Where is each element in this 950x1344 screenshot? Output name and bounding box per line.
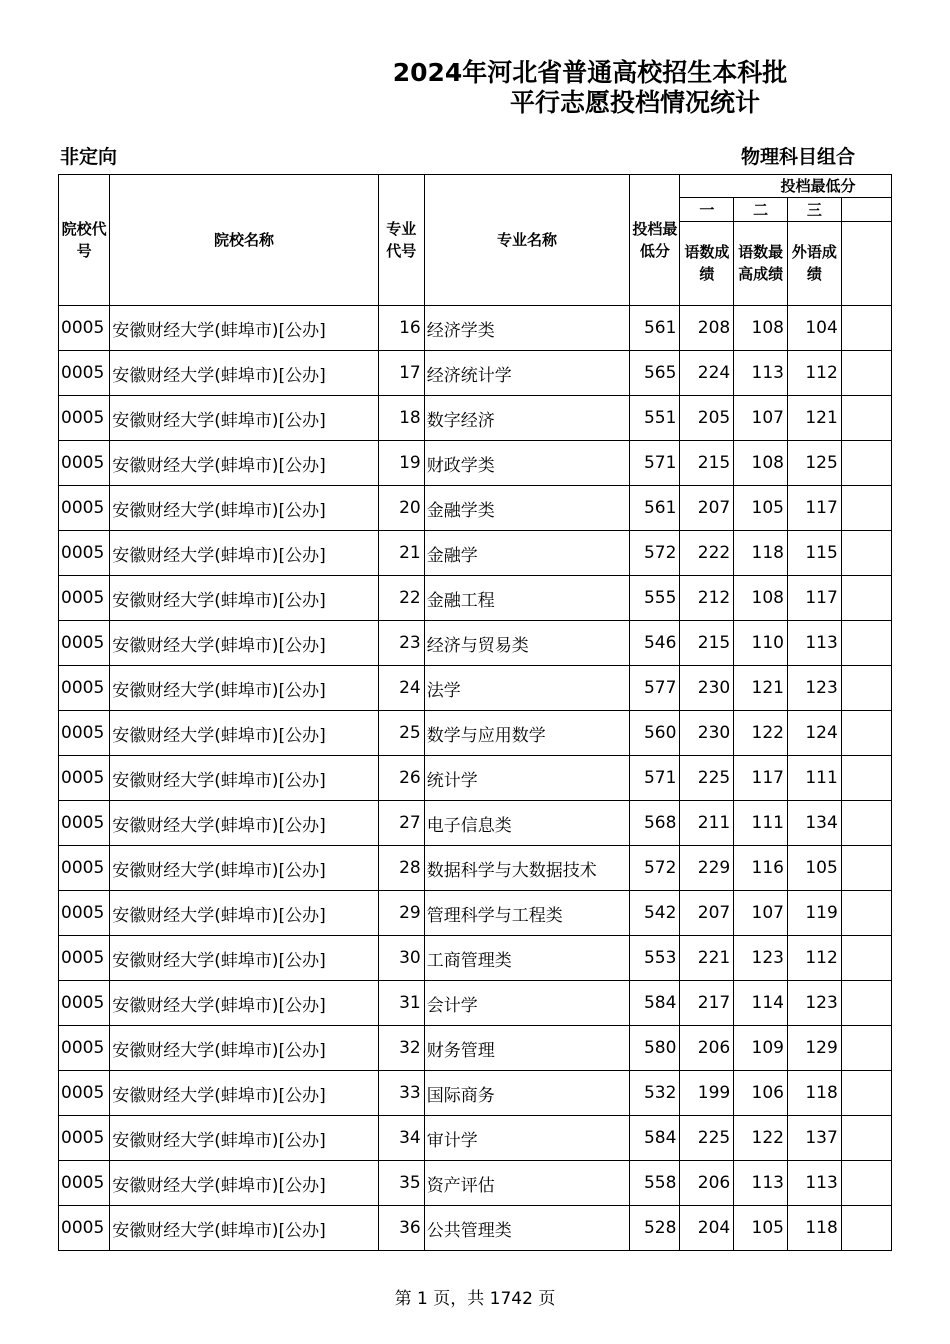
cell-school-code: 0005 bbox=[59, 1116, 110, 1161]
table-row bbox=[59, 621, 892, 666]
cell-extra-score bbox=[841, 576, 891, 621]
header-extra-score bbox=[841, 221, 891, 305]
cell-school-code: 0005 bbox=[59, 441, 110, 486]
table-row bbox=[59, 306, 892, 351]
cell-extra-score bbox=[841, 846, 891, 891]
cell-school-name: 安徽财经大学(蚌埠市)[公办] bbox=[110, 801, 379, 846]
table-row bbox=[59, 981, 892, 1026]
cell-foreign-language-score: 112 bbox=[788, 936, 842, 981]
table-row bbox=[59, 351, 892, 396]
cell-chinese-math-score: 230 bbox=[680, 711, 734, 756]
cell-school-code: 0005 bbox=[59, 306, 110, 351]
cell-extra-score bbox=[841, 936, 891, 981]
cell-extra-score bbox=[841, 621, 891, 666]
table-row bbox=[59, 1026, 892, 1071]
table-row bbox=[59, 396, 892, 441]
cell-major-name: 审计学 bbox=[424, 1116, 630, 1161]
cell-major-code: 24 bbox=[378, 666, 424, 711]
cell-major-code: 25 bbox=[378, 711, 424, 756]
cell-major-code: 30 bbox=[378, 936, 424, 981]
cell-chinese-math-score: 205 bbox=[680, 396, 734, 441]
cell-chinese-math-score: 207 bbox=[680, 891, 734, 936]
header-foreign-language-score: 外语成绩 bbox=[788, 221, 842, 305]
cell-chinese-math-max-score: 114 bbox=[734, 981, 788, 1026]
cell-foreign-language-score: 118 bbox=[788, 1071, 842, 1116]
cell-school-name: 安徽财经大学(蚌埠市)[公办] bbox=[110, 666, 379, 711]
cell-extra-score bbox=[841, 441, 891, 486]
cell-school-name: 安徽财经大学(蚌埠市)[公办] bbox=[110, 1026, 379, 1071]
cell-foreign-language-score: 115 bbox=[788, 531, 842, 576]
cell-min-score: 565 bbox=[630, 351, 680, 396]
cell-major-code: 19 bbox=[378, 441, 424, 486]
cell-min-score: 568 bbox=[630, 801, 680, 846]
header-min-score: 投档最低分 bbox=[630, 175, 680, 306]
cell-extra-score bbox=[841, 531, 891, 576]
cell-school-name: 安徽财经大学(蚌埠市)[公办] bbox=[110, 936, 379, 981]
cell-extra-score bbox=[841, 1026, 891, 1071]
cell-extra-score bbox=[841, 981, 891, 1026]
table-row bbox=[59, 756, 892, 801]
cell-major-name: 资产评估 bbox=[424, 1161, 630, 1206]
cell-extra-score bbox=[841, 1161, 891, 1206]
cell-extra-score bbox=[841, 666, 891, 711]
cell-major-code: 29 bbox=[378, 891, 424, 936]
cell-school-name: 安徽财经大学(蚌埠市)[公办] bbox=[110, 351, 379, 396]
cell-foreign-language-score: 104 bbox=[788, 306, 842, 351]
category-label: 非定向 bbox=[60, 146, 118, 168]
header-major-code: 专业代号 bbox=[378, 175, 424, 306]
cell-major-name: 金融工程 bbox=[424, 576, 630, 621]
cell-foreign-language-score: 125 bbox=[788, 441, 842, 486]
cell-chinese-math-max-score: 123 bbox=[734, 936, 788, 981]
cell-extra-score bbox=[841, 351, 891, 396]
cell-chinese-math-max-score: 111 bbox=[734, 801, 788, 846]
cell-school-code: 0005 bbox=[59, 981, 110, 1026]
cell-chinese-math-score: 217 bbox=[680, 981, 734, 1026]
cell-major-code: 28 bbox=[378, 846, 424, 891]
cell-major-code: 34 bbox=[378, 1116, 424, 1161]
cell-school-code: 0005 bbox=[59, 891, 110, 936]
cell-major-code: 31 bbox=[378, 981, 424, 1026]
cell-min-score: 528 bbox=[630, 1206, 680, 1251]
cell-chinese-math-max-score: 107 bbox=[734, 891, 788, 936]
cell-extra-score bbox=[841, 1116, 891, 1161]
cell-school-code: 0005 bbox=[59, 846, 110, 891]
cell-school-code: 0005 bbox=[59, 486, 110, 531]
cell-min-score: 560 bbox=[630, 711, 680, 756]
header-major-name: 专业名称 bbox=[424, 175, 630, 306]
cell-major-code: 36 bbox=[378, 1206, 424, 1251]
cell-chinese-math-max-score: 109 bbox=[734, 1026, 788, 1071]
cell-major-name: 电子信息类 bbox=[424, 801, 630, 846]
cell-chinese-math-score: 206 bbox=[680, 1026, 734, 1071]
header-chinese-math-score: 语数成绩 bbox=[680, 221, 734, 305]
header-rank-4 bbox=[841, 198, 891, 221]
cell-chinese-math-score: 230 bbox=[680, 666, 734, 711]
cell-school-name: 安徽财经大学(蚌埠市)[公办] bbox=[110, 621, 379, 666]
cell-foreign-language-score: 113 bbox=[788, 621, 842, 666]
cell-major-code: 35 bbox=[378, 1161, 424, 1206]
cell-extra-score bbox=[841, 1071, 891, 1116]
cell-foreign-language-score: 117 bbox=[788, 486, 842, 531]
cell-school-name: 安徽财经大学(蚌埠市)[公办] bbox=[110, 306, 379, 351]
cell-major-name: 国际商务 bbox=[424, 1071, 630, 1116]
cell-min-score: 584 bbox=[630, 981, 680, 1026]
cell-foreign-language-score: 123 bbox=[788, 666, 842, 711]
cell-major-name: 统计学 bbox=[424, 756, 630, 801]
cell-min-score: 584 bbox=[630, 1116, 680, 1161]
cell-foreign-language-score: 111 bbox=[788, 756, 842, 801]
cell-school-name: 安徽财经大学(蚌埠市)[公办] bbox=[110, 711, 379, 756]
cell-major-code: 23 bbox=[378, 621, 424, 666]
cell-chinese-math-max-score: 118 bbox=[734, 531, 788, 576]
cell-extra-score bbox=[841, 891, 891, 936]
cell-chinese-math-max-score: 108 bbox=[734, 576, 788, 621]
admission-table bbox=[58, 174, 892, 1251]
cell-foreign-language-score: 117 bbox=[788, 576, 842, 621]
cell-chinese-math-score: 225 bbox=[680, 1116, 734, 1161]
cell-school-name: 安徽财经大学(蚌埠市)[公办] bbox=[110, 486, 379, 531]
cell-school-code: 0005 bbox=[59, 576, 110, 621]
cell-major-code: 20 bbox=[378, 486, 424, 531]
cell-foreign-language-score: 121 bbox=[788, 396, 842, 441]
cell-min-score: 546 bbox=[630, 621, 680, 666]
cell-major-name: 管理科学与工程类 bbox=[424, 891, 630, 936]
cell-school-code: 0005 bbox=[59, 756, 110, 801]
table-row bbox=[59, 1206, 892, 1251]
subject-combination-label: 物理科目组合 bbox=[741, 146, 856, 168]
cell-major-code: 17 bbox=[378, 351, 424, 396]
cell-school-name: 安徽财经大学(蚌埠市)[公办] bbox=[110, 981, 379, 1026]
cell-min-score: 551 bbox=[630, 396, 680, 441]
cell-foreign-language-score: 123 bbox=[788, 981, 842, 1026]
cell-min-score: 577 bbox=[630, 666, 680, 711]
cell-chinese-math-score: 204 bbox=[680, 1206, 734, 1251]
cell-chinese-math-score: 208 bbox=[680, 306, 734, 351]
cell-school-name: 安徽财经大学(蚌埠市)[公办] bbox=[110, 1116, 379, 1161]
cell-min-score: 561 bbox=[630, 486, 680, 531]
cell-chinese-math-score: 222 bbox=[680, 531, 734, 576]
cell-chinese-math-score: 224 bbox=[680, 351, 734, 396]
cell-min-score: 558 bbox=[630, 1161, 680, 1206]
cell-school-code: 0005 bbox=[59, 1026, 110, 1071]
cell-min-score: 580 bbox=[630, 1026, 680, 1071]
cell-school-code: 0005 bbox=[59, 621, 110, 666]
cell-chinese-math-score: 225 bbox=[680, 756, 734, 801]
cell-min-score: 532 bbox=[630, 1071, 680, 1116]
cell-foreign-language-score: 134 bbox=[788, 801, 842, 846]
cell-chinese-math-max-score: 113 bbox=[734, 1161, 788, 1206]
cell-min-score: 553 bbox=[630, 936, 680, 981]
table-row bbox=[59, 891, 892, 936]
cell-chinese-math-max-score: 107 bbox=[734, 396, 788, 441]
cell-major-name: 法学 bbox=[424, 666, 630, 711]
cell-chinese-math-max-score: 105 bbox=[734, 486, 788, 531]
cell-major-name: 工商管理类 bbox=[424, 936, 630, 981]
cell-min-score: 572 bbox=[630, 531, 680, 576]
cell-school-code: 0005 bbox=[59, 1071, 110, 1116]
cell-school-code: 0005 bbox=[59, 1161, 110, 1206]
header-rank-2: 二 bbox=[734, 198, 788, 221]
cell-min-score: 561 bbox=[630, 306, 680, 351]
cell-major-name: 金融学类 bbox=[424, 486, 630, 531]
cell-foreign-language-score: 118 bbox=[788, 1206, 842, 1251]
cell-major-code: 33 bbox=[378, 1071, 424, 1116]
cell-major-code: 32 bbox=[378, 1026, 424, 1071]
cell-school-code: 0005 bbox=[59, 801, 110, 846]
cell-school-name: 安徽财经大学(蚌埠市)[公办] bbox=[110, 531, 379, 576]
header-rank-1: 一 bbox=[680, 198, 734, 221]
cell-foreign-language-score: 113 bbox=[788, 1161, 842, 1206]
cell-major-name: 金融学 bbox=[424, 531, 630, 576]
cell-chinese-math-max-score: 108 bbox=[734, 306, 788, 351]
cell-chinese-math-max-score: 122 bbox=[734, 1116, 788, 1161]
cell-major-name: 数字经济 bbox=[424, 396, 630, 441]
table-row bbox=[59, 1116, 892, 1161]
cell-major-name: 财务管理 bbox=[424, 1026, 630, 1071]
cell-extra-score bbox=[841, 396, 891, 441]
table-row bbox=[59, 486, 892, 531]
table-row bbox=[59, 531, 892, 576]
cell-chinese-math-score: 215 bbox=[680, 621, 734, 666]
cell-major-name: 财政学类 bbox=[424, 441, 630, 486]
cell-major-code: 21 bbox=[378, 531, 424, 576]
cell-foreign-language-score: 105 bbox=[788, 846, 842, 891]
cell-school-code: 0005 bbox=[59, 396, 110, 441]
table-row bbox=[59, 711, 892, 756]
cell-chinese-math-score: 206 bbox=[680, 1161, 734, 1206]
cell-min-score: 572 bbox=[630, 846, 680, 891]
cell-chinese-math-score: 199 bbox=[680, 1071, 734, 1116]
cell-school-name: 安徽财经大学(蚌埠市)[公办] bbox=[110, 1206, 379, 1251]
cell-extra-score bbox=[841, 801, 891, 846]
cell-major-name: 数学与应用数学 bbox=[424, 711, 630, 756]
table-row bbox=[59, 1161, 892, 1206]
cell-major-name: 数据科学与大数据技术 bbox=[424, 846, 630, 891]
cell-foreign-language-score: 137 bbox=[788, 1116, 842, 1161]
cell-extra-score bbox=[841, 306, 891, 351]
admission-table-wrapper bbox=[58, 174, 892, 1260]
cell-chinese-math-max-score: 113 bbox=[734, 351, 788, 396]
cell-foreign-language-score: 119 bbox=[788, 891, 842, 936]
cell-chinese-math-score: 212 bbox=[680, 576, 734, 621]
cell-major-name: 经济与贸易类 bbox=[424, 621, 630, 666]
cell-major-name: 会计学 bbox=[424, 981, 630, 1026]
cell-school-code: 0005 bbox=[59, 1206, 110, 1251]
cell-major-code: 16 bbox=[378, 306, 424, 351]
cell-min-score: 571 bbox=[630, 756, 680, 801]
cell-chinese-math-max-score: 122 bbox=[734, 711, 788, 756]
cell-major-code: 18 bbox=[378, 396, 424, 441]
cell-chinese-math-max-score: 117 bbox=[734, 756, 788, 801]
cell-extra-score bbox=[841, 1206, 891, 1251]
cell-major-name: 经济学类 bbox=[424, 306, 630, 351]
cell-major-name: 公共管理类 bbox=[424, 1206, 630, 1251]
table-row bbox=[59, 936, 892, 981]
cell-min-score: 542 bbox=[630, 891, 680, 936]
page-title: 2024年河北省普通高校招生本科批 bbox=[392, 58, 788, 87]
cell-major-name: 经济统计学 bbox=[424, 351, 630, 396]
cell-school-name: 安徽财经大学(蚌埠市)[公办] bbox=[110, 396, 379, 441]
cell-chinese-math-score: 221 bbox=[680, 936, 734, 981]
cell-school-name: 安徽财经大学(蚌埠市)[公办] bbox=[110, 441, 379, 486]
cell-chinese-math-max-score: 116 bbox=[734, 846, 788, 891]
table-row bbox=[59, 666, 892, 711]
cell-min-score: 571 bbox=[630, 441, 680, 486]
table-row bbox=[59, 441, 892, 486]
cell-school-code: 0005 bbox=[59, 711, 110, 756]
cell-min-score: 555 bbox=[630, 576, 680, 621]
cell-school-name: 安徽财经大学(蚌埠市)[公办] bbox=[110, 846, 379, 891]
page-footer: 第 1 页，共 1742 页 bbox=[394, 1289, 556, 1309]
cell-school-code: 0005 bbox=[59, 936, 110, 981]
cell-chinese-math-max-score: 108 bbox=[734, 441, 788, 486]
cell-school-name: 安徽财经大学(蚌埠市)[公办] bbox=[110, 756, 379, 801]
table-body bbox=[59, 306, 892, 1251]
cell-school-name: 安徽财经大学(蚌埠市)[公办] bbox=[110, 891, 379, 936]
table-row bbox=[59, 576, 892, 621]
header-chinese-math-max-score: 语数最高成绩 bbox=[734, 221, 788, 305]
cell-school-code: 0005 bbox=[59, 531, 110, 576]
cell-chinese-math-score: 229 bbox=[680, 846, 734, 891]
table-row bbox=[59, 1071, 892, 1116]
header-rank-3: 三 bbox=[788, 198, 842, 221]
table-row bbox=[59, 801, 892, 846]
cell-major-code: 26 bbox=[378, 756, 424, 801]
cell-school-name: 安徽财经大学(蚌埠市)[公办] bbox=[110, 1161, 379, 1206]
cell-foreign-language-score: 129 bbox=[788, 1026, 842, 1071]
table-row bbox=[59, 846, 892, 891]
header-school-code: 院校代号 bbox=[59, 175, 110, 306]
cell-school-code: 0005 bbox=[59, 666, 110, 711]
cell-school-code: 0005 bbox=[59, 351, 110, 396]
header-group-min-scores: 投档最低分 bbox=[680, 175, 892, 198]
cell-extra-score bbox=[841, 756, 891, 801]
cell-chinese-math-max-score: 106 bbox=[734, 1071, 788, 1116]
cell-chinese-math-max-score: 105 bbox=[734, 1206, 788, 1251]
cell-chinese-math-max-score: 110 bbox=[734, 621, 788, 666]
cell-extra-score bbox=[841, 711, 891, 756]
cell-school-name: 安徽财经大学(蚌埠市)[公办] bbox=[110, 576, 379, 621]
cell-chinese-math-score: 215 bbox=[680, 441, 734, 486]
cell-chinese-math-score: 207 bbox=[680, 486, 734, 531]
cell-major-code: 27 bbox=[378, 801, 424, 846]
cell-chinese-math-score: 211 bbox=[680, 801, 734, 846]
page-subtitle: 平行志愿投档情况统计 bbox=[509, 88, 760, 117]
cell-chinese-math-max-score: 121 bbox=[734, 666, 788, 711]
header-school-name: 院校名称 bbox=[110, 175, 379, 306]
cell-major-code: 22 bbox=[378, 576, 424, 621]
cell-foreign-language-score: 124 bbox=[788, 711, 842, 756]
cell-foreign-language-score: 112 bbox=[788, 351, 842, 396]
cell-extra-score bbox=[841, 486, 891, 531]
cell-school-name: 安徽财经大学(蚌埠市)[公办] bbox=[110, 1071, 379, 1116]
